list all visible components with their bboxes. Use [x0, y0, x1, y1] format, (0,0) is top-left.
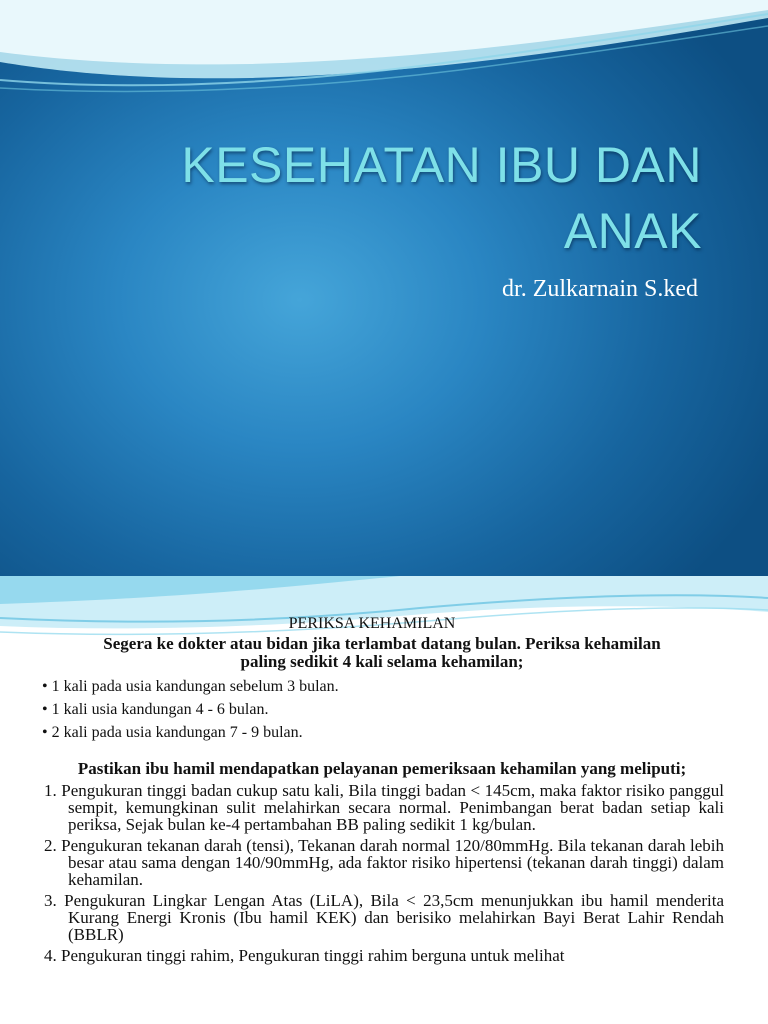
section-heading: PERIKSA KEHAMILAN [288, 615, 456, 632]
slide-title: KESEHATAN IBU DAN ANAK [181, 137, 702, 259]
lead-text: Segera ke dokter atau bidan jika terlambat datang bulan. Periksa kehamilan paling sedikit 4 kali selama kehamilan; [103, 634, 661, 671]
slide-subtitle: dr. Zulkarnain S.ked [502, 276, 698, 302]
numbered-list [40, 782, 724, 964]
list-item: 4. Pengukuran tinggi rahim, Pengukuran tinggi rahim berguna untuk melihat [44, 946, 565, 965]
list-item: • 1 kali usia kandungan 4 - 6 bulan. [42, 701, 269, 718]
list-item: 2. Pengukuran tekanan darah (tensi), Tekanan darah normal 120/80mmHg. Bila tekanan darah lebih besar atau sama dengan 140/90mmHg, ada faktor risiko hipertensi (tekanan darah tinggi) dalam kehamilan. [44, 836, 724, 889]
bullet-list [42, 675, 724, 744]
content-slide [0, 576, 768, 1024]
slide-content [40, 614, 724, 964]
wave-decoration [0, 0, 768, 100]
list-item: 1. Pengukuran tinggi badan cukup satu kali, Bila tinggi badan < 145cm, maka faktor risiko panggul sempit, kemungkinan sulit melahirkan secara normal. Penimbangan berat badan setiap kali periksa, Sejak bulan ke-4 pertambahan BB paling sedikit 1 kg/bulan. [44, 781, 724, 834]
list-item: 3. Pengukuran Lingkar Lengan Atas (LiLA), Bila < 23,5cm menunjukkan ibu hamil menderita Kurang Energi Kronis (Ibu hamil KEK) dan berisiko melahirkan Bayi Berat Lahir Rendah (BBLR) [44, 891, 724, 944]
subheading: Pastikan ibu hamil mendapatkan pelayanan pemeriksaan kehamilan yang meliputi; [77, 759, 687, 778]
list-item: • 1 kali pada usia kandungan sebelum 3 bulan. [42, 678, 339, 695]
list-item: • 2 kali pada usia kandungan 7 - 9 bulan. [42, 724, 303, 741]
